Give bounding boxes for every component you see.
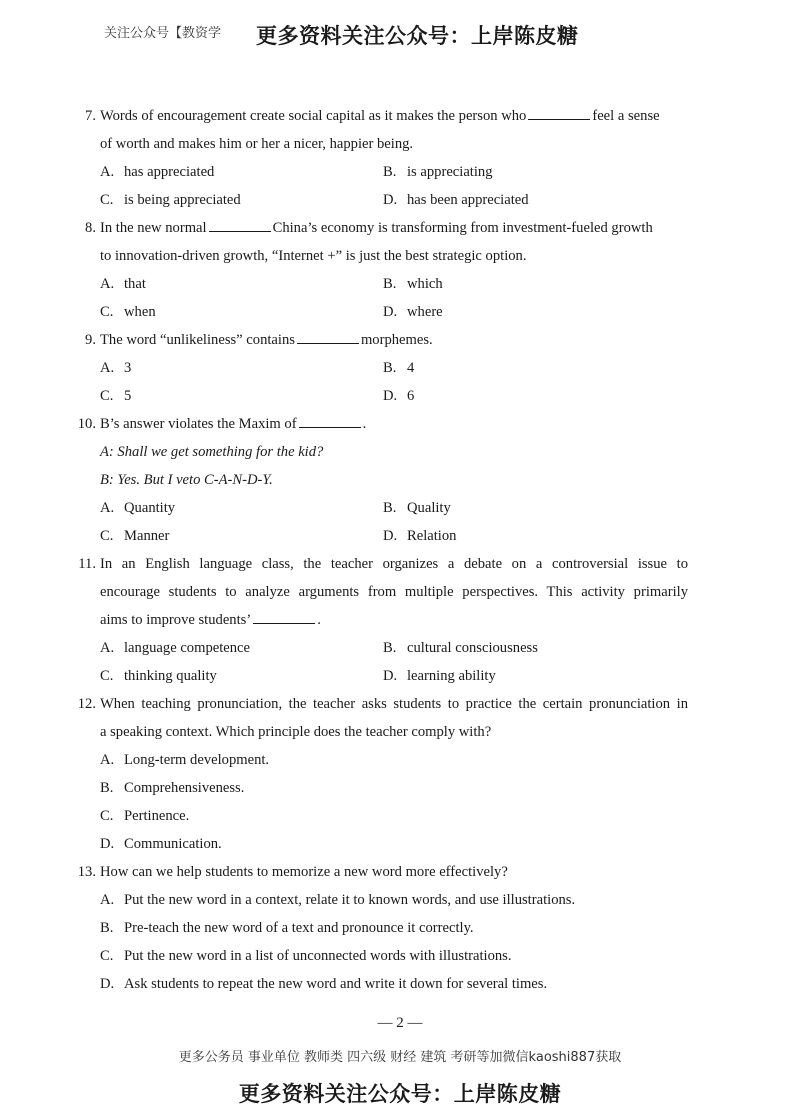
option-c: C. thinking quality	[100, 668, 217, 684]
option-c: C. 5	[100, 388, 132, 404]
answer-blank	[299, 413, 361, 428]
option-b: B. which	[383, 276, 443, 292]
question-stem: B’s answer violates the Maxim of .	[100, 410, 688, 438]
option-row	[100, 634, 688, 662]
question-stem: Words of encouragement create social capital as it makes the person who feel a sense	[100, 102, 688, 130]
option-d: D. Ask students to repeat the new word and write it down for several times.	[100, 976, 548, 992]
option-b: B. Quality	[383, 500, 451, 516]
option-row	[100, 298, 688, 326]
question-stem-line: encourage students to analyze arguments from multiple perspectives. This activity primarily	[100, 584, 688, 600]
option-c: C. when	[100, 304, 156, 320]
answer-blank	[209, 217, 271, 232]
question-number: 10.	[77, 416, 96, 432]
option-b: B. is appreciating	[383, 164, 493, 180]
dialogue-line-b: B: Yes. But I veto C-A-N-D-Y.	[100, 472, 273, 488]
option-a: A. Quantity	[100, 500, 176, 516]
question-number: 9.	[85, 332, 96, 348]
question-stem: In the new normal China’s economy is transforming from investment-fueled growth	[100, 214, 688, 242]
question-number: 11.	[78, 556, 96, 572]
option-row	[100, 522, 688, 550]
question-stem-line: a speaking context. Which principle does the teacher comply with?	[100, 724, 492, 740]
dialogue-line-a: A: Shall we get something for the kid?	[100, 444, 324, 460]
option-b: B. Pre-teach the new word of a text and pronounce it correctly.	[100, 920, 474, 936]
question-7	[68, 102, 688, 214]
question-stem-line: of worth and makes him or her a nicer, happier being.	[100, 136, 414, 152]
option-a: A. Put the new word in a context, relate it to known words, and use illustrations.	[100, 892, 576, 908]
question-9	[68, 326, 688, 410]
option-d: D. Communication.	[100, 836, 222, 852]
question-8	[68, 214, 688, 326]
question-number: 7.	[85, 108, 96, 124]
question-stem-line: to innovation-driven growth, “Internet +” is just the best strategic option.	[100, 248, 527, 264]
question-stem-line: aims to improve students’ .	[100, 606, 688, 634]
question-10	[68, 410, 688, 550]
option-d: D. 6	[383, 388, 415, 404]
option-c: C. Pertinence.	[100, 808, 190, 824]
question-number: 13.	[77, 864, 96, 880]
answer-blank	[253, 609, 315, 624]
option-c: C. Put the new word in a list of unconnected words with illustrations.	[100, 948, 512, 964]
option-a: A. has appreciated	[100, 164, 215, 180]
question-11	[68, 550, 688, 690]
option-row	[100, 382, 688, 410]
option-row	[100, 354, 688, 382]
watermark-bottom-banner: 更多资料关注公众号：上岸陈皮糖	[238, 1082, 562, 1106]
question-13	[68, 858, 688, 998]
option-row	[100, 270, 688, 298]
option-c: C. is being appreciated	[100, 192, 241, 208]
question-12	[68, 690, 688, 858]
answer-blank	[528, 105, 590, 120]
question-number: 8.	[85, 220, 96, 236]
option-b: B. 4	[383, 360, 415, 376]
answer-blank	[297, 329, 359, 344]
option-d: D. learning ability	[383, 668, 496, 684]
option-row	[100, 158, 688, 186]
watermark-top-small: 关注公众号【教资学	[104, 26, 222, 41]
option-row	[100, 662, 688, 690]
option-c: C. Manner	[100, 528, 170, 544]
option-d: D. Relation	[383, 528, 457, 544]
option-row	[100, 494, 688, 522]
question-stem: The word “unlikeliness” contains morphemes.	[100, 326, 688, 354]
question-stem: In an English language class, the teacher organizes a debate on a controversial issue to	[100, 556, 688, 572]
question-stem: When teaching pronunciation, the teacher asks students to practice the certain pronunciation in	[100, 696, 688, 712]
option-b: B. cultural consciousness	[383, 640, 538, 656]
option-b: B. Comprehensiveness.	[100, 780, 245, 796]
page-number: — 2 —	[377, 1015, 423, 1031]
option-a: A. 3	[100, 360, 132, 376]
watermark-top-banner: 更多资料关注公众号：上岸陈皮糖	[256, 24, 579, 48]
option-d: D. where	[383, 304, 443, 320]
question-stem: How can we help students to memorize a new word more effectively?	[100, 864, 508, 880]
watermark-bottom-small: 更多公务员 事业单位 教师类 四六级 财经 建筑 考研等加微信kaoshi887获取	[178, 1050, 622, 1065]
option-row	[100, 186, 688, 214]
question-number: 12.	[77, 696, 96, 712]
option-a: A. Long-term development.	[100, 752, 270, 768]
option-d: D. has been appreciated	[383, 192, 529, 208]
option-a: A. that	[100, 276, 146, 292]
option-a: A. language competence	[100, 640, 251, 656]
